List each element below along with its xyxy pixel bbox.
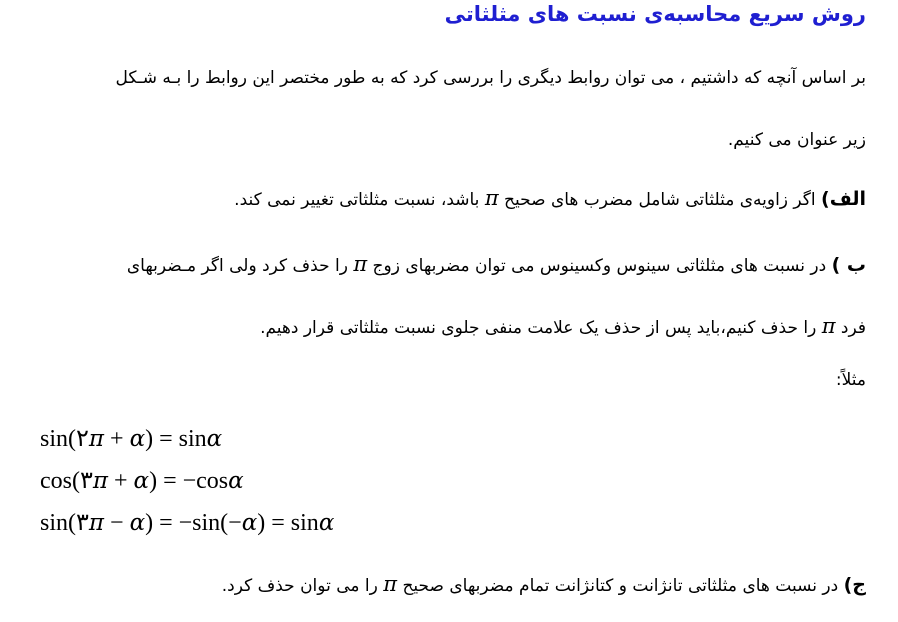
rule-jim-text-2: را می توان حذف کرد. [221, 576, 378, 596]
equation-3-op: − [104, 510, 130, 536]
alpha-symbol: α [129, 510, 146, 536]
rule-be-text-3: فرد [840, 318, 866, 338]
equation-2-lhs: cos(٣ [40, 468, 93, 494]
rule-alef [234, 186, 866, 210]
rule-be-line-2 [260, 314, 866, 338]
rule-alef-text-1: اگر زاویه‌ی مثلثاتی شامل مضرب های صحیح [504, 190, 816, 210]
pi-symbol: π [88, 510, 105, 536]
equation-3-rhs: ) = sin [257, 510, 319, 536]
alpha-symbol: α [133, 468, 150, 494]
rule-jim-text-1: در نسبت های مثلثاتی تانژانت و کتانژانت تمام مضربهای صحیح [402, 576, 839, 596]
pi-symbol: π [88, 426, 105, 452]
rule-be-text-1: در نسبت های مثلثاتی سینوس وکسینوس می توان مضربهای زوج [372, 256, 827, 276]
rule-alef-text-2: باشد، نسبت مثلثاتی تغییر نمی کند. [234, 190, 480, 210]
equation-2-op: + [108, 468, 134, 494]
pi-symbol: π [92, 468, 108, 494]
alpha-symbol: α [206, 426, 223, 452]
pi-symbol: π [484, 186, 499, 210]
equation-3 [40, 508, 334, 537]
pi-symbol: π [353, 252, 368, 276]
rule-be-label: ب ) [831, 254, 866, 276]
rule-jim-label: ج) [843, 574, 866, 596]
alpha-symbol: α [241, 510, 258, 536]
equation-3-lhs: sin(٣ [40, 510, 89, 536]
equation-1-rhs: ) = sin [145, 426, 207, 452]
rule-alef-label: الف) [821, 188, 866, 210]
alpha-symbol: α [318, 510, 335, 536]
alpha-symbol: α [228, 468, 244, 494]
example-label: مثلاً: [835, 370, 866, 390]
intro-line-2: زیر عنوان می کنیم. [727, 130, 866, 150]
intro-line-1: بر اساس آنچه که داشتیم ، می توان روابط دیگری را بررسی کرد که به طور مختصر این روابط را بـه شـکل [115, 68, 866, 88]
equation-1 [40, 424, 222, 453]
equation-1-op: + [104, 426, 130, 452]
equation-2 [40, 466, 244, 495]
rule-be-text-2: را حذف کرد ولی اگر مـضربهای [126, 256, 348, 276]
section-title: روش سریع محاسبه‌ی نسبت های مثلثاتی [444, 2, 866, 26]
pi-symbol: π [383, 572, 398, 596]
alpha-symbol: α [129, 426, 146, 452]
rule-be-text-4: را حذف کنیم،باید پس از حذف یک علامت منفی جلوی نسبت مثلثاتی قرار دهیم. [260, 318, 817, 338]
rule-be-line-1 [127, 252, 866, 276]
rule-jim [222, 572, 866, 596]
equation-1-lhs: sin(٢ [40, 426, 89, 452]
equation-3-mid: ) = −sin(− [145, 510, 242, 536]
equation-2-rhs: ) = −cos [149, 468, 229, 494]
pi-symbol: π [821, 314, 836, 338]
